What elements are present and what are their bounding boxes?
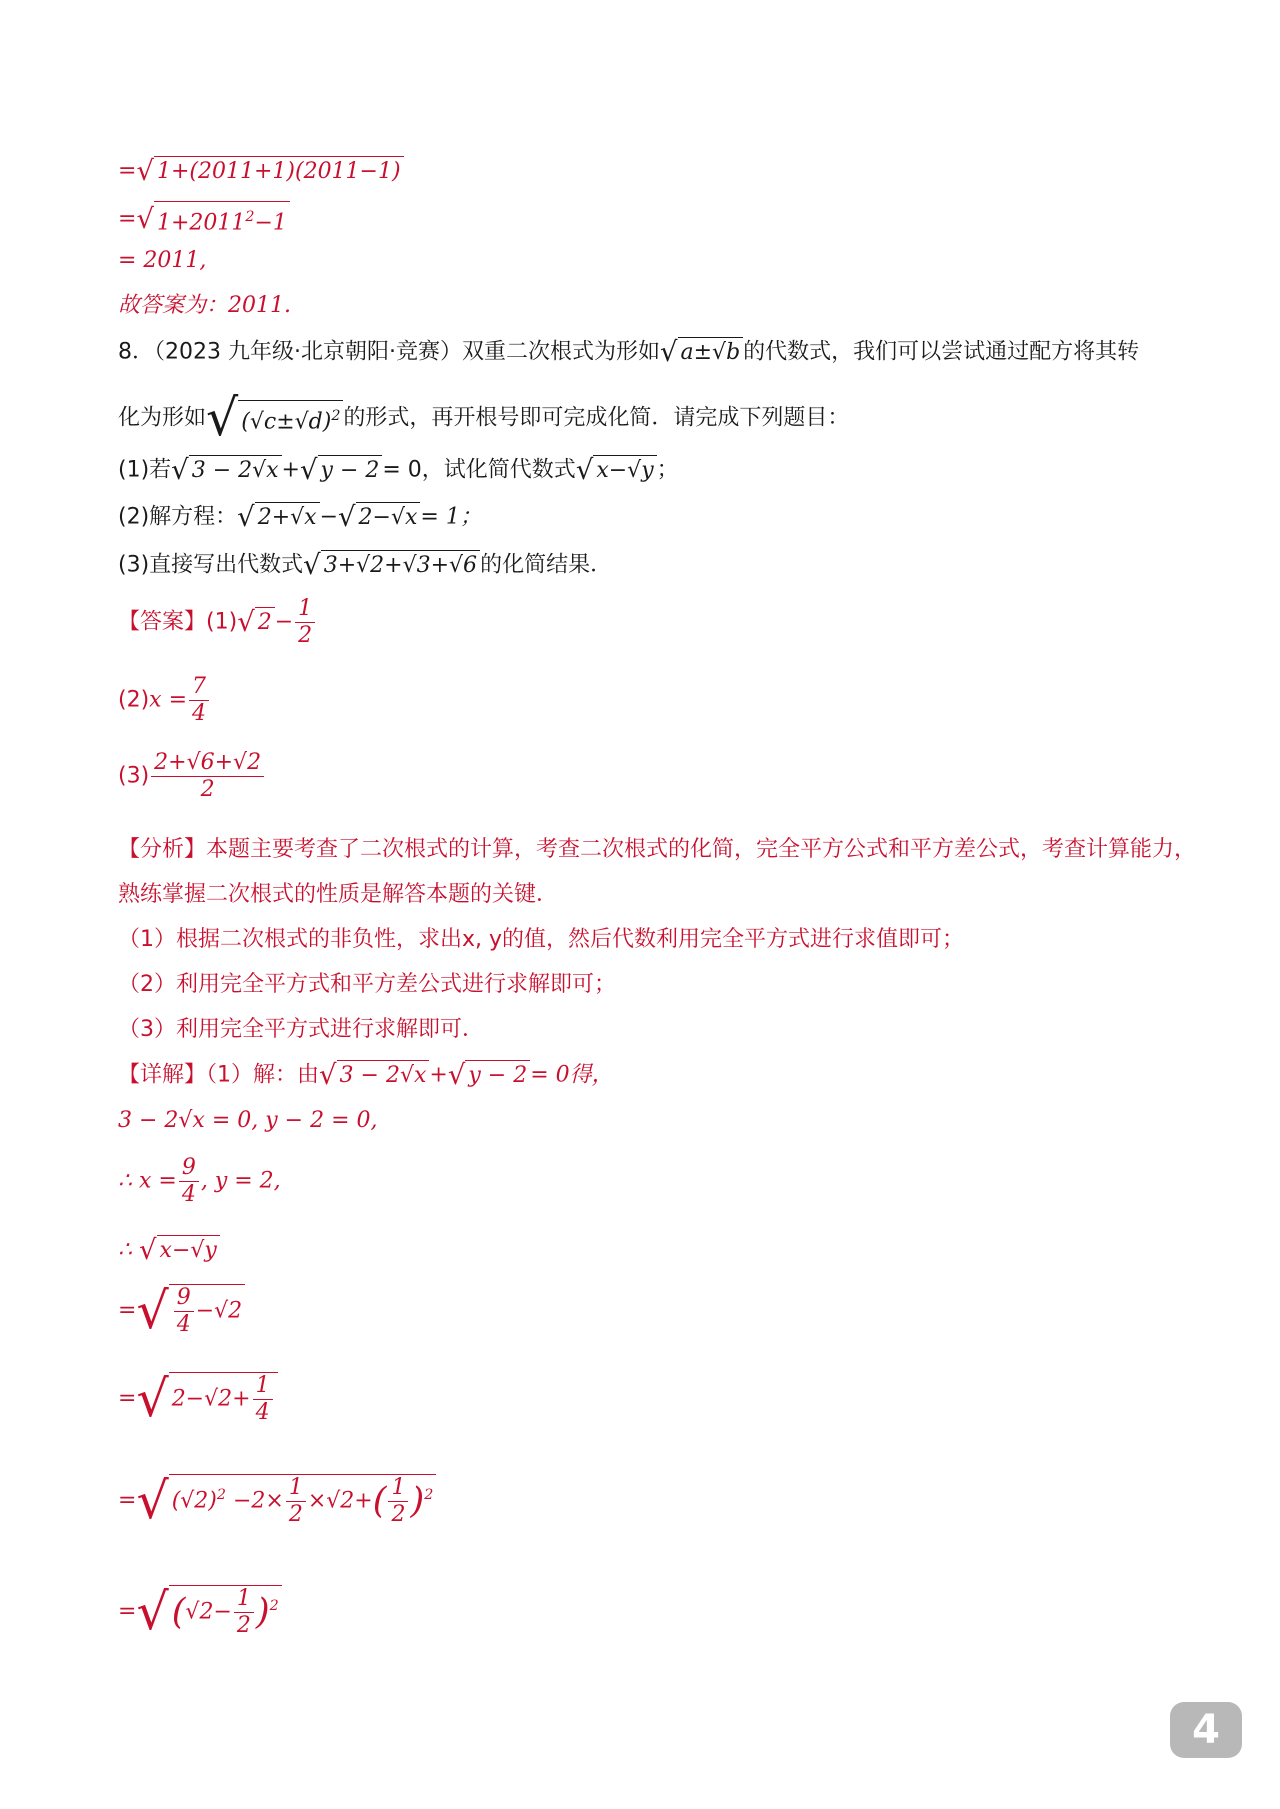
- equals-sign: =: [118, 1488, 137, 1513]
- numerator: 9: [174, 1285, 194, 1312]
- answer-1: [118, 596, 317, 649]
- detail-line-1: [118, 1060, 614, 1091]
- prev-line-2: =√ $1+2011^2-1$: [118, 201, 290, 238]
- radicand-part: (√2): [171, 1488, 217, 1514]
- radicand: 2+√x: [255, 502, 320, 533]
- part-label: (1)若: [118, 457, 172, 483]
- analysis-step-1: （1）根据二次根式的非负性，求出x, y的值，然后代数利用完全平方式进行求值即可；: [118, 927, 965, 952]
- equals-sign: =: [118, 1386, 137, 1411]
- radical-icon: √: [299, 453, 318, 486]
- part-label: (2)解方程：: [118, 504, 238, 530]
- prev-line-1: =√ 1+(2011+1)(2011−1): [118, 156, 404, 187]
- radicand: 3+√2+√3+√6: [321, 550, 480, 581]
- detail-text: ∴ x =: [118, 1168, 177, 1194]
- exponent: 2: [245, 209, 255, 225]
- detail-text: , y = 2,: [200, 1168, 281, 1194]
- answer-prefix: (3): [118, 763, 150, 789]
- radical-icon: √: [447, 1058, 466, 1091]
- right-paren: ): [410, 1480, 425, 1522]
- q8-intro-text: 的形式，再开根号即可完成化简．请完成下列题目：: [343, 405, 850, 431]
- operator: −: [274, 609, 294, 635]
- therefore-symbol: ∴: [118, 1237, 132, 1263]
- denominator: 2: [236, 1613, 251, 1638]
- operator: −: [319, 504, 338, 530]
- radical-icon: √: [237, 500, 255, 533]
- analysis-text: 本题主要考查了二次根式的计算，考查二次根式的化简，完全平方公式和平方差公式，考查计算能力，: [206, 837, 1197, 862]
- radical-icon: √: [136, 1581, 169, 1641]
- q8-part-2: [118, 502, 482, 533]
- radical-icon: √: [136, 202, 154, 235]
- radicand: 3 − 2√x: [189, 455, 282, 486]
- exponent: 2: [424, 1487, 434, 1504]
- variable: x =: [149, 687, 188, 713]
- radicand-part: −2×: [225, 1488, 284, 1514]
- radicand: 3 − 2√x: [337, 1060, 430, 1091]
- numerator: 1: [234, 1586, 254, 1613]
- numerator: 7: [189, 674, 209, 701]
- radical-icon: √: [136, 1368, 169, 1428]
- radicand: y − 2: [465, 1060, 530, 1091]
- page-number-badge: 4: [1170, 1702, 1242, 1758]
- detail-line-7: [118, 1470, 436, 1530]
- part-text: = 0，试化简代数式: [382, 457, 576, 483]
- q8-intro-line-1: [118, 337, 1139, 368]
- left-paren: (: [372, 1480, 387, 1522]
- denominator: 2: [288, 1502, 303, 1527]
- radicand: y − 2: [318, 455, 383, 486]
- numerator: 1: [388, 1475, 408, 1502]
- radical-icon: √: [136, 154, 154, 187]
- q8-intro-text: 化为形如: [118, 405, 207, 431]
- equals-sign: =: [118, 1298, 137, 1323]
- radical-icon: √: [338, 500, 356, 533]
- radical-icon: √: [659, 335, 678, 368]
- radicand-part: √2−: [185, 1599, 232, 1625]
- q8-intro-text: 的代数式，我们可以尝试通过配方将其转: [743, 339, 1140, 365]
- radical-icon: √: [136, 1470, 169, 1530]
- part-text: 的化简结果．: [480, 552, 613, 578]
- detail-line-4: [118, 1235, 220, 1266]
- radical-icon: √: [136, 1280, 169, 1340]
- radicand: x−√y: [157, 1235, 220, 1266]
- analysis-line-2: 熟练掌握二次根式的性质是解答本题的关键．: [118, 882, 559, 907]
- analysis-step-3: （3）利用完全平方式进行求解即可．: [118, 1017, 484, 1042]
- radicand-part: ×√2+: [307, 1488, 373, 1514]
- prev-line-3: = 2011,: [118, 248, 207, 273]
- detail-line-5: [118, 1280, 245, 1340]
- radical-icon: √: [139, 1233, 157, 1266]
- detail-text: = 0得，: [530, 1062, 614, 1088]
- left-paren: (: [171, 1591, 186, 1633]
- radicand: 2−√x: [356, 502, 421, 533]
- numerator: 1: [253, 1373, 273, 1400]
- radicand: x−√y: [593, 455, 656, 486]
- radical-icon: √: [319, 1058, 337, 1091]
- answer-label: 【答案】: [118, 609, 207, 635]
- denominator: 4: [176, 1312, 191, 1337]
- denominator: 2: [391, 1502, 406, 1527]
- answer-2: [118, 674, 211, 727]
- radicand: a±√b: [678, 337, 744, 368]
- operator: +: [281, 457, 300, 483]
- detail-line-8: [118, 1581, 282, 1641]
- radical-icon: √: [575, 453, 594, 486]
- detail-line-3: [118, 1155, 281, 1208]
- prev-answer: 故答案为：2011.: [118, 293, 291, 318]
- radicand: 1+(2011+1)(2011−1): [154, 156, 404, 187]
- numerator: 2+√6+√2: [151, 750, 264, 777]
- numerator: 9: [179, 1155, 199, 1182]
- analysis-label: 【分析】: [118, 837, 207, 862]
- radicand-part: 1+2011: [156, 210, 246, 236]
- radicand-part: −1: [254, 210, 287, 236]
- radicand: 2: [255, 607, 275, 638]
- denominator: 2: [200, 777, 215, 802]
- numerator: 1: [286, 1475, 306, 1502]
- answer-prefix: (2): [118, 687, 150, 713]
- exponent: 2: [331, 407, 341, 424]
- detail-line-6: [118, 1368, 278, 1428]
- exponent: 2: [269, 1598, 279, 1615]
- radical-icon: √: [171, 453, 189, 486]
- denominator: 2: [298, 623, 313, 648]
- detail-label: 【详解】: [118, 1062, 207, 1088]
- q8-intro-line-2: [118, 388, 850, 447]
- part-label: (3)直接写出代数式: [118, 552, 304, 578]
- answer-3: [118, 750, 266, 803]
- detail-text: （1）解：由: [206, 1062, 320, 1088]
- denominator: 4: [192, 701, 207, 726]
- equals-sign: =: [118, 1599, 137, 1624]
- numerator: 1: [295, 596, 315, 623]
- q8-part-3: [118, 550, 612, 581]
- radicand-part: 2−√2+: [171, 1386, 251, 1412]
- part-text: ；: [656, 457, 679, 483]
- exponent: 2: [216, 1487, 226, 1504]
- q8-part-1: [118, 455, 679, 486]
- denominator: 4: [181, 1182, 196, 1207]
- right-paren: ): [255, 1591, 270, 1633]
- radical-icon: √: [206, 388, 239, 447]
- part-text: = 1；: [420, 504, 482, 530]
- operator: +: [429, 1062, 448, 1088]
- analysis-line-1: [118, 835, 1196, 865]
- answer-prefix: (1): [206, 609, 238, 635]
- detail-line-2: 3 − 2√x = 0, y − 2 = 0,: [118, 1108, 378, 1133]
- analysis-step-2: （2）利用完全平方式和平方差公式进行求解即可；: [118, 972, 616, 997]
- radical-icon: √: [237, 605, 255, 638]
- radicand: (√c±√d): [241, 408, 332, 434]
- radicand-part: −√2: [195, 1298, 243, 1324]
- radical-icon: √: [303, 548, 321, 581]
- q8-intro-text: 8．（2023 九年级·北京朝阳·竞赛）双重二次根式为形如: [118, 339, 660, 365]
- denominator: 4: [255, 1400, 270, 1425]
